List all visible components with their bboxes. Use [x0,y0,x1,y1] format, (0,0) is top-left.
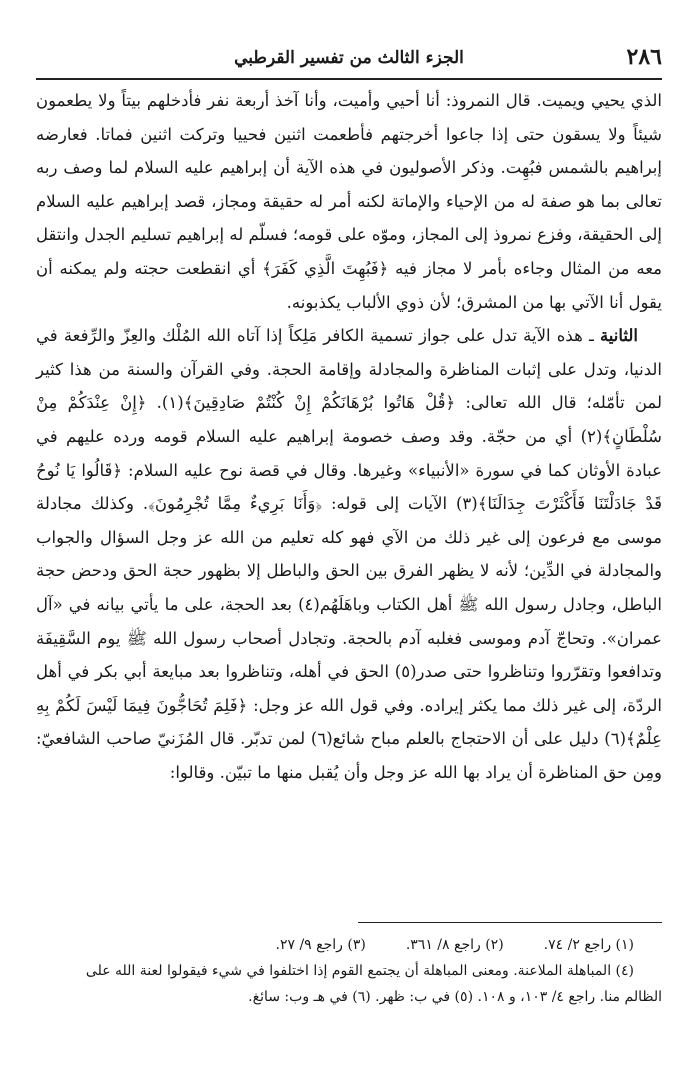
page-number: ٢٨٦ [626,44,662,70]
footnote-1: (١) راجع ٢/ ٧٤. [543,937,634,953]
footnotes [36,932,662,1010]
main-text [36,84,662,789]
paragraph-1 [36,84,662,319]
footnote-3: (٣) راجع ٩/ ٢٧. [275,937,366,953]
running-title: الجزء الثالث من تفسير القرطبي [234,48,464,68]
footnote-2: (٢) راجع ٨/ ٣٦١. [405,937,504,953]
footnote-row-1 [36,932,662,958]
footnote-4-continuation: الظالم منا. راجع ٤/ ١٠٣، و ١٠٨. (٥) في ب: ظهر. (٦) في هـ وب: سائغ. [248,989,662,1005]
footnote-divider [358,922,662,923]
page-header [36,40,662,80]
footnote-4: (٤) المباهلة الملاعنة. ومعنى المباهلة أن يجتمع القوم إذا اختلفوا في شيء فيقولوا لعنة الله على [85,963,634,979]
section-label-second: الثانية [599,326,638,346]
paragraph-2 [36,319,662,789]
paragraph-2-text: ـ هذه الآية تدل على جواز تسمية الكافر مَلِكاً إذا آتاه الله المُلْك والعِزّ والرِّفعة في الدنيا، وتدل على إثبات المناظرة والمجادلة وإقامة الحجة. وفي القرآن والسنة من هذا كثير لمن تأمّله؛ قال الله تعالى: ﴿قُلْ هَاتُوا بُرْهَانَكُمْ إِنْ كُنْتُمْ صَادِقِينَ﴾(١). ﴿إِنْ عِنْدَكُمْ مِنْ سُلْطَانٍ﴾(٢) أي من حجّة. وقد وصف خصومة إبراهيم عليه السلام قومه ورده عليهم في عبادة الأوثان كما في سورة «الأنبياء» وغيرها. وقال في قصة نوح عليه السلام: ﴿قَالُوا يَا نُوحُ قَدْ جَادَلْتَنَا فَأَكْثَرْتَ جِدَالَنَا﴾(٣) الآيات إلى قوله: ﴿وَأَنَا بَرِيءٌ مِمَّا تُجْرِمُونَ﴾. وكذلك مجادلة موسى مع فرعون إلى غير ذلك من الآي فهو كله تعليم من الله عز وجل السؤال والجواب والمجادلة في الدِّين؛ لأنه لا يظهر الفرق بين الحق والباطل إلا بظهور حجة الحق ودحض حجة الباطل، وجادل رسول الله ﷺ أهل الكتاب وباهَلَهُم(٤) بعد الحجة، على ما يأتي بيانه في «آل عمران». وتحاجّ آدم وموسى فغلبه آدم بالحجة. وتجادل أصحاب رسول الله ﷺ يوم السَّقِيفَة وتدافعوا وتقرّروا وتناظروا حتى صدر(٥) الحق في أهله، وتناظروا بعد مبايعة أبي بكر في أهل الردّة، إلى غير ذلك مما يكثر إيراده. وفي قول الله عز وجل: ﴿فَلِمَ تُحَاجُّونَ فِيمَا لَيْسَ لَكُمْ بِهِ عِلْمٌ﴾(٦) دليل على أن الاحتجاج بالعلم مباح شائع(٦) لمن تدبّر. قال المُزَنيّ صاحب الشافعيّ: ومِن حق المناظرة أن يراد بها الله عز وجل وأن يُقبل منها ما تبيّن. وقالوا: [36,326,662,782]
paragraph-1-text: الذي يحيي ويميت. قال النمروذ: أنا أحيي وأميت، وأنا آخذ أربعة نفر فأدخلهم بيتاً ولا يطعمون شيئاً ولا يسقون حتى إذا جاعوا أخرجتهم فأطعمت اثنين فحييا وتركت اثنين فماتا. فعارضه إبراهيم بالشمس فبُهِت. وذكر الأصوليون في هذه الآية أن إبراهيم عليه السلام لما وصف ربه تعالى بما هو صفة له من الإحياء والإماتة لكنه أمر له حقيقة ومجاز، قصد إبراهيم عليه السلام إلى الحقيقة، وفزع نمروذ إلى المجاز، وموّه على قومه؛ فسلّم له إبراهيم تسليم الجدل وانتقل معه من المثال وجاءه بأمر لا مجاز فيه ﴿فَبُهِتَ الَّذِي كَفَرَ﴾ أي انقطعت حجته ولم يمكنه أن يقول أنا الآتي بها من المشرق؛ لأن ذوي الألباب يكذبونه. [36,91,662,312]
